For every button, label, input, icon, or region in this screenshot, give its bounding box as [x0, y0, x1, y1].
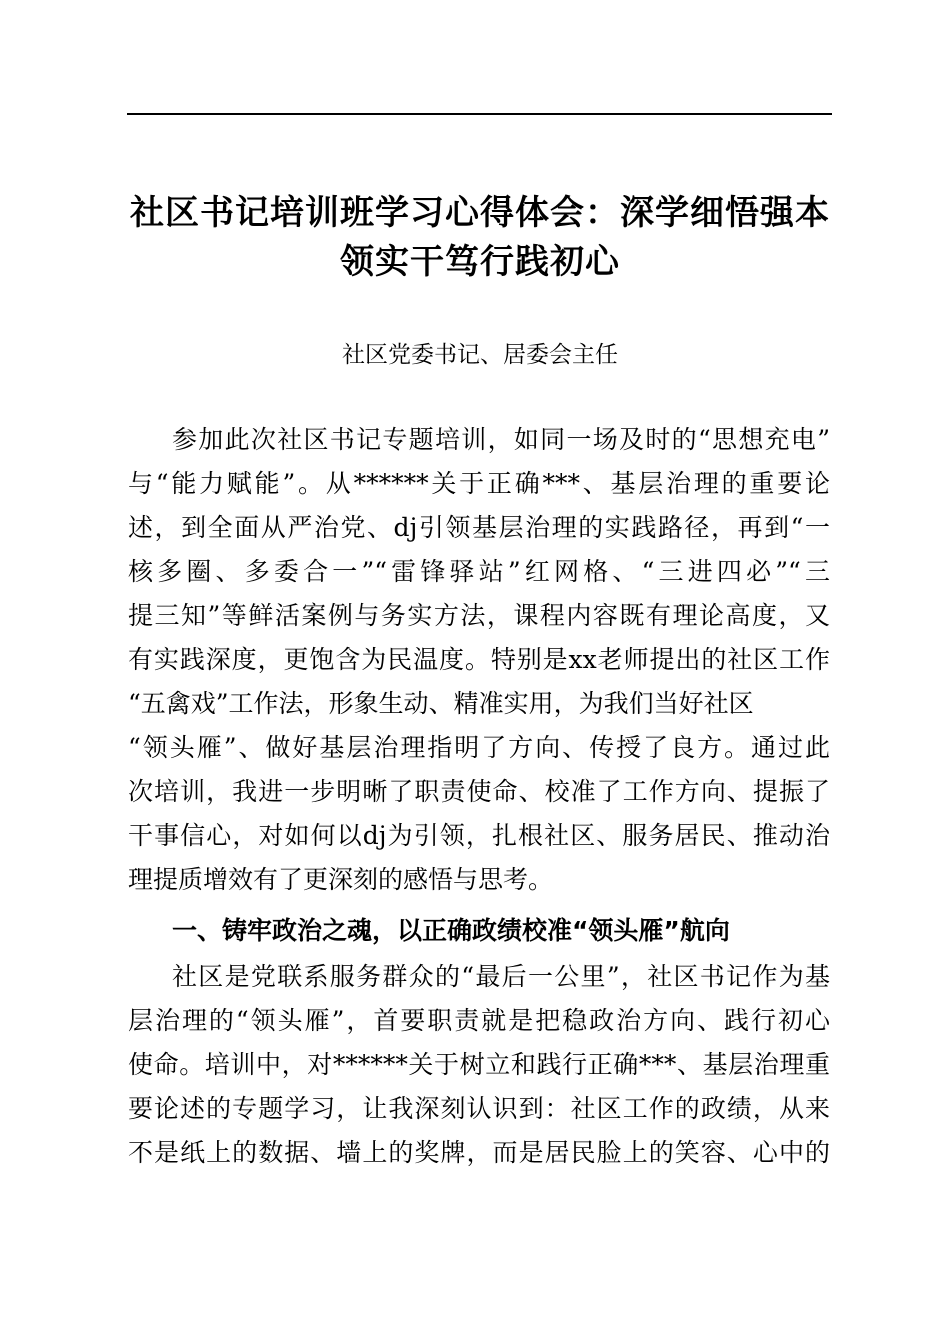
- document-body: [128, 418, 830, 1175]
- paragraph-line: 社区是党联系服务群众的“最后一公里”，社区书记作为基: [172, 962, 830, 991]
- paragraph-line: 核多圈、多委合一”“雷锋驿站”红网格、“三进四必”“三: [128, 557, 830, 586]
- paragraph-line: 层治理的“领头雁”，首要职责就是把稳政治方向、践行初心: [128, 1006, 830, 1035]
- paragraph-line: 参加此次社区书记专题培训，如同一场及时的“思想充电”: [172, 425, 830, 454]
- paragraph-line: 要论述的专题学习，让我深刻认识到：社区工作的政绩，从来: [128, 1094, 830, 1123]
- paragraph-line: 理提质增效有了更深刻的感悟与思考。: [128, 865, 554, 894]
- paragraph-line: 与“能力赋能”。从******关于正确***、基层治理的重要论: [128, 469, 830, 498]
- paragraph-line: “领头雁”、做好基层治理指明了方向、传授了良方。通过此: [128, 733, 830, 762]
- author-subtitle: 社区党委书记、居委会主任: [342, 342, 618, 368]
- header-rule: [127, 113, 832, 115]
- document-title-line-1: 社区书记培训班学习心得体会：深学细悟强本: [130, 193, 830, 233]
- document-title-line-2: 领实干笃行践初心: [340, 242, 620, 282]
- paragraph-line: 提三知”等鲜活案例与务实方法，课程内容既有理论高度，又: [128, 601, 830, 630]
- paragraph-line: “五禽戏”工作法，形象生动、精准实用，为我们当好社区: [128, 689, 754, 718]
- paragraph-line: 不是纸上的数据、墙上的奖牌，而是居民脸上的笑容、心中的: [128, 1138, 830, 1167]
- paragraph-line: 使命。培训中，对******关于树立和践行正确***、基层治理重: [128, 1050, 830, 1079]
- paragraph-line: 干事信心，对如何以dj为引领，扎根社区、服务居民、推动治: [128, 821, 830, 850]
- section-heading: 一、铸牢政治之魂，以正确政绩校准“领头雁”航向: [172, 916, 730, 945]
- paragraph-line: 述，到全面从严治党、dj引领基层治理的实践路径，再到“一: [128, 513, 830, 542]
- paragraph-line: 次培训，我进一步明晰了职责使命、校准了工作方向、提振了: [128, 777, 830, 806]
- paragraph-line: 有实践深度，更饱含为民温度。特别是xx老师提出的社区工作: [128, 645, 830, 674]
